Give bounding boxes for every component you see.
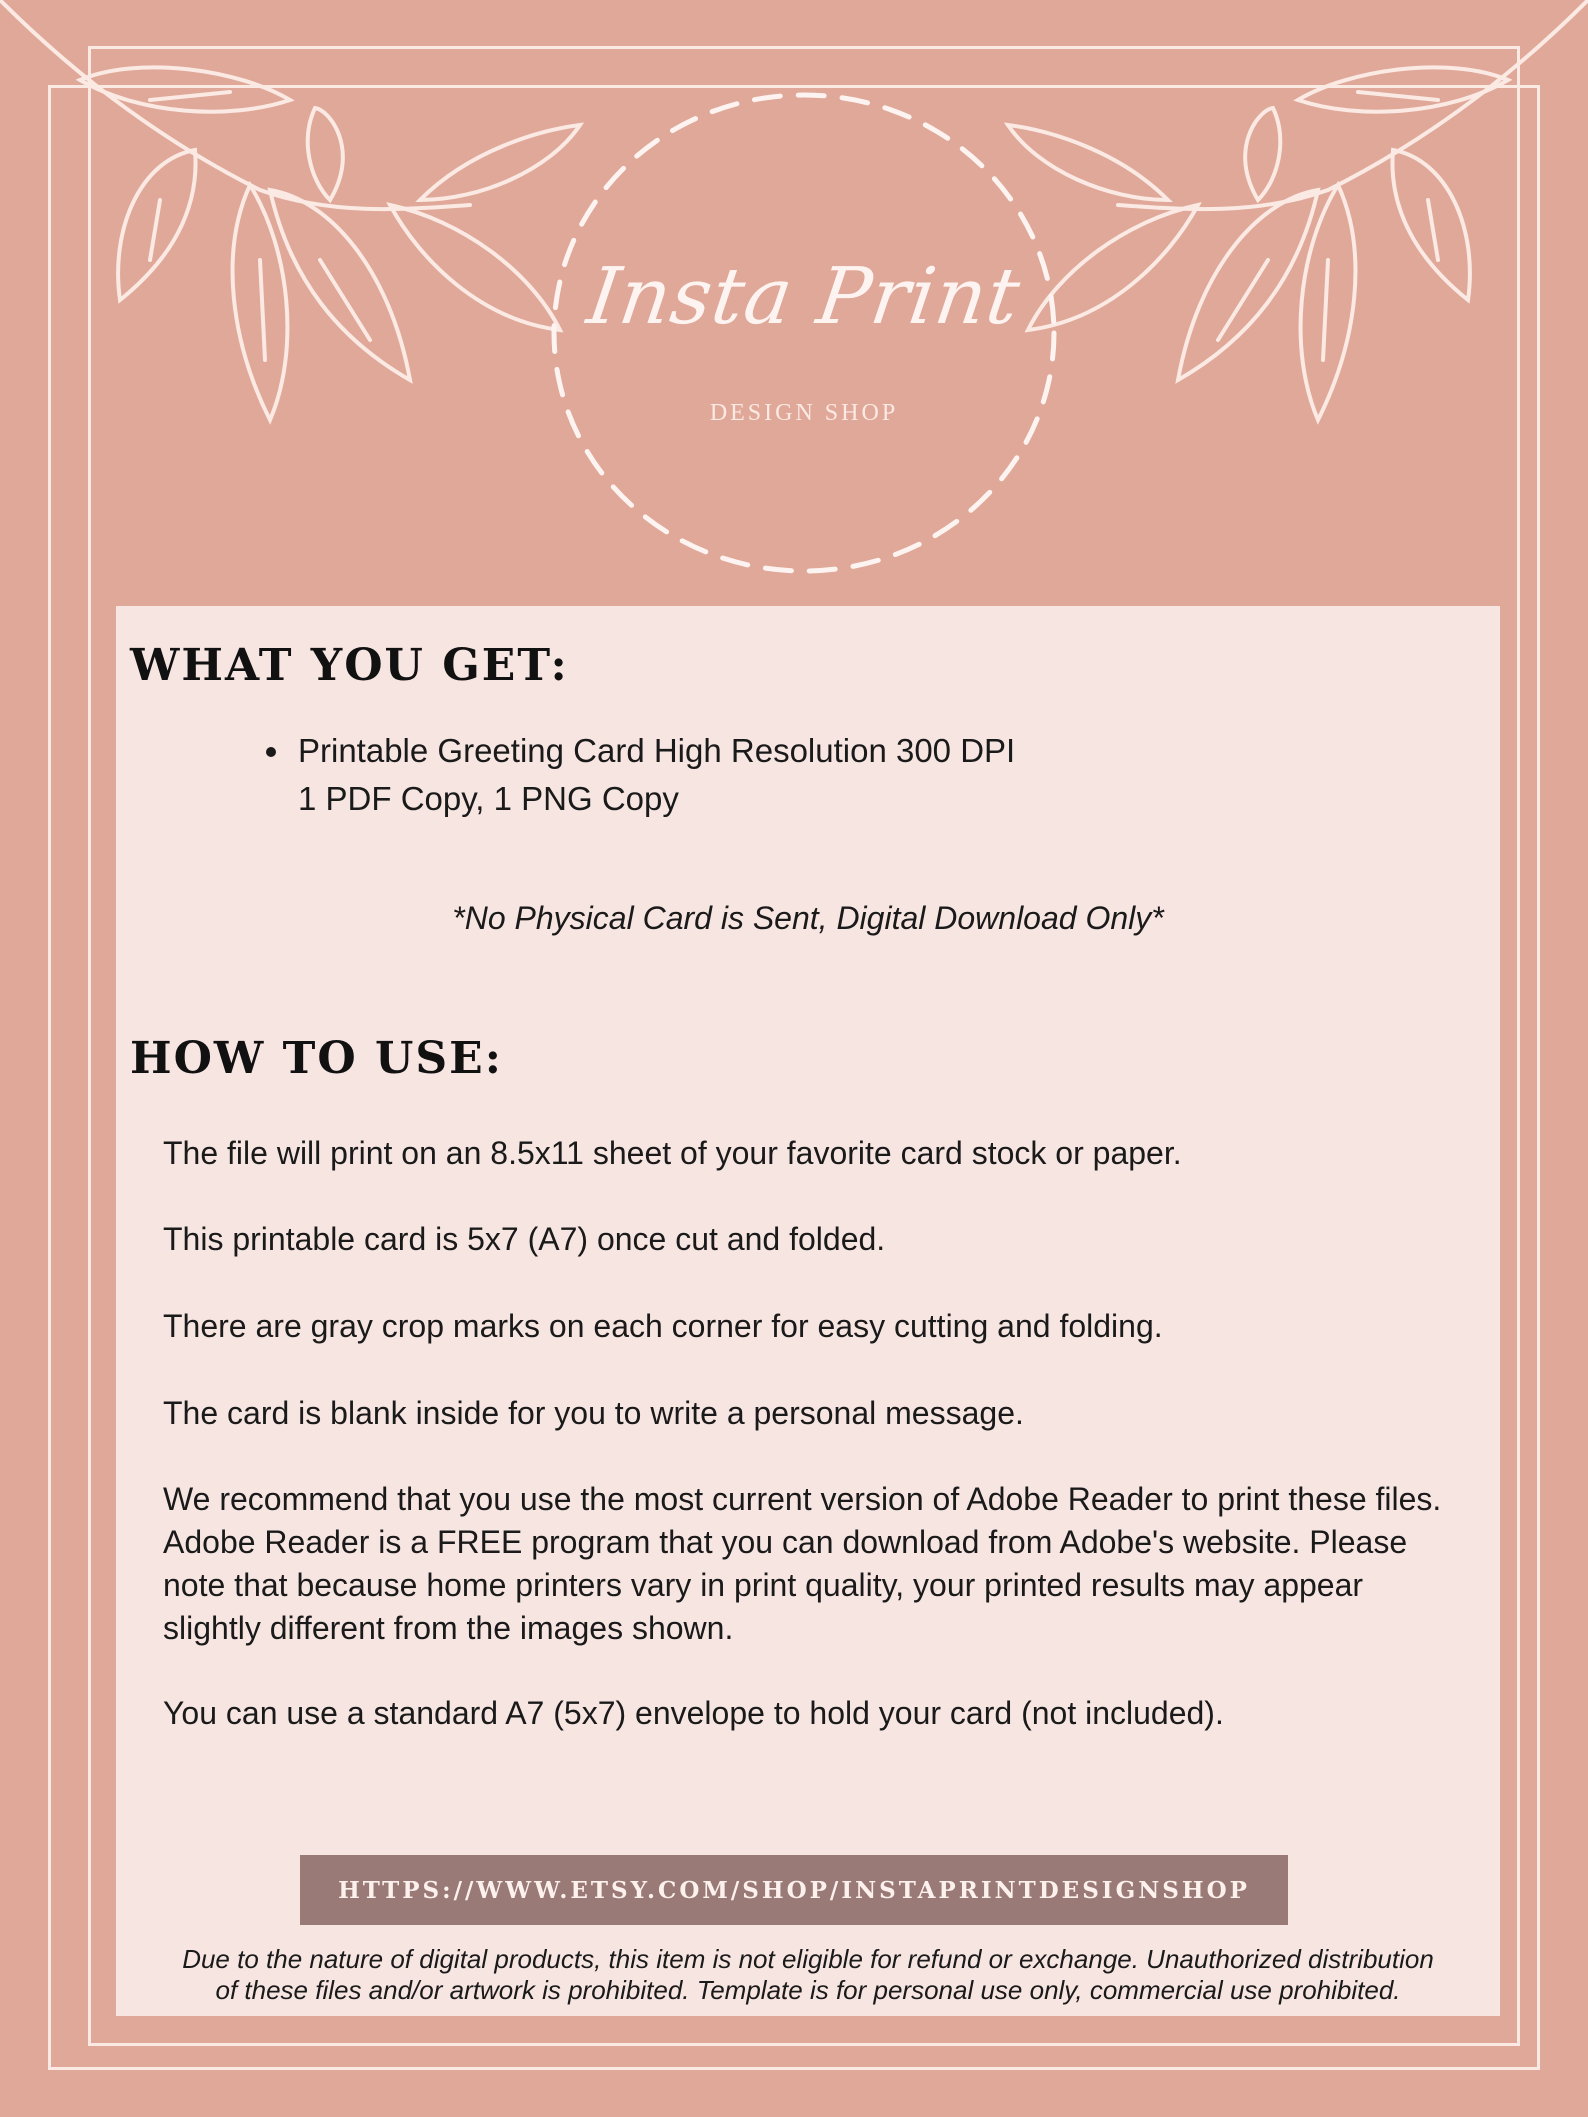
what-you-get-heading: WHAT YOU GET: bbox=[130, 640, 569, 691]
shop-url-link[interactable]: HTTPS://WWW.ETSY.COM/SHOP/INSTAPRINTDESIGNSHOP bbox=[300, 1855, 1288, 1925]
list-item-line: Printable Greeting Card High Resolution 300 DPI bbox=[298, 732, 1016, 769]
digital-download-notice: *No Physical Card is Sent, Digital Download Only* bbox=[452, 900, 1164, 936]
refund-disclaimer bbox=[116, 1944, 1500, 2006]
list-item-line: 1 PDF Copy, 1 PNG Copy bbox=[298, 780, 679, 817]
what-you-get-list bbox=[266, 727, 1015, 823]
instruction-paragraph: This printable card is 5x7 (A7) once cut and folded. bbox=[163, 1221, 886, 1257]
brand-logo-name: Insta Print bbox=[582, 252, 1026, 342]
instruction-paragraph: The file will print on an 8.5x11 sheet of your favorite card stock or paper. bbox=[163, 1135, 1182, 1171]
disclaimer-line: Due to the nature of digital products, this item is not eligible for refund or exchange. Unauthorized distribution bbox=[182, 1944, 1434, 1974]
instruction-paragraph: There are gray crop marks on each corner for easy cutting and folding. bbox=[163, 1308, 1163, 1344]
instruction-paragraph: The card is blank inside for you to write a personal message. bbox=[163, 1395, 1024, 1431]
brand-logo-subtitle: DESIGN SHOP bbox=[709, 400, 899, 426]
disclaimer-line: of these files and/or artwork is prohibited. Template is for personal use only, commercial use prohibited. bbox=[215, 1975, 1401, 2005]
how-to-use-heading: HOW TO USE: bbox=[130, 1033, 503, 1084]
instruction-paragraph: We recommend that you use the most current version of Adobe Reader to print these files. Adobe Reader is a FREE program that you can download from Adobe's website. Please note that because home printers vary in print quality, your printed results may appear slightly different from the images shown. bbox=[163, 1481, 1442, 1646]
list-item bbox=[266, 727, 1015, 823]
leaf-branch-right-icon bbox=[1008, 0, 1588, 420]
leaf-branch-left-icon bbox=[0, 0, 580, 420]
instruction-paragraph: You can use a standard A7 (5x7) envelope to hold your card (not included). bbox=[163, 1695, 1224, 1731]
